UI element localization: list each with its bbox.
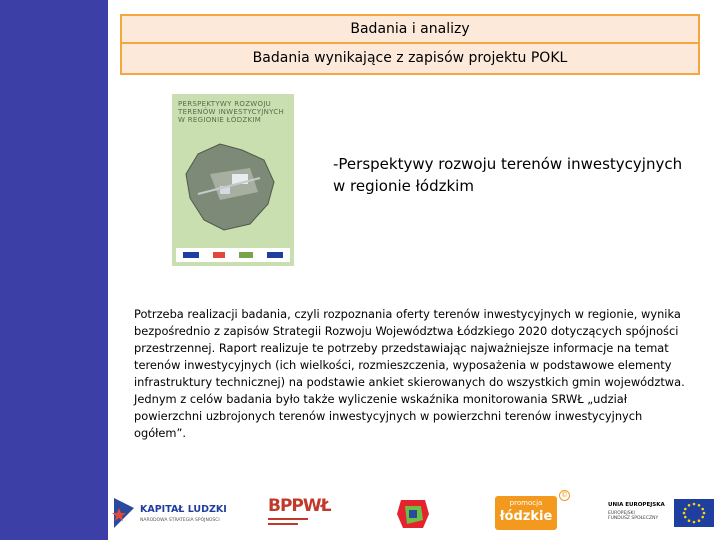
- lodzkie-region-emblem: [395, 496, 431, 532]
- bppwl-logo-text: BPPWŁ: [268, 496, 331, 516]
- eu-title: UNIA EUROPEJSKA: [608, 502, 665, 508]
- report-description: Potrzeba realizacji badania, czyli rozpoznania oferty terenów inwestycyjnych w regionie, wynika bezpośrednio z zapisów Strategii Rozwoju Województwa Łódzkiego 2020 dotyczących spójności przestrzennej. Raport realizuje te potrzeby przedstawiając najważniejsze informacje na temat terenów inwestycyjnych (ich wielkości, rozmieszczenia, wyposażenia w podstawowe elementy infrastruktury technicznej) na podstawie ankiet skierowanych do wszystkich gmin województwa. Jednym z celów badania było także wyliczenie wskaźnika monitorowania SRWŁ „udział powierzchni uzbrojonych terenów inwestycyjnych w powierzchni terenów inwestycyjnych ogółem”.: [134, 307, 685, 440]
- eu-subtitle-2: FUNDUSZ SPOŁECZNY: [608, 516, 659, 521]
- cover-title: [178, 100, 288, 124]
- section-subtitle: Badania wynikające z zapisów projektu POKL: [252, 50, 568, 66]
- kapital-ludzki-subtitle: NARODOWA STRATEGIA SPÓJNOŚCI: [140, 518, 220, 523]
- kapital-ludzki-star-icon: [110, 496, 136, 530]
- report-heading-line-2: w regionie łódzkim: [333, 177, 474, 195]
- report-heading: [333, 153, 703, 197]
- eu-text-block: [608, 502, 670, 532]
- left-sidebar-bar: [0, 0, 108, 540]
- kapital-ludzki-title: KAPITAŁ LUDZKI: [140, 504, 227, 515]
- promocja-lodzkie-logo: [495, 491, 568, 530]
- report-heading-line-1: -Perspektywy rozwoju terenów inwestycyjnych: [333, 155, 683, 173]
- cover-title-line-3: W REGIONIE ŁÓDZKIM: [178, 116, 262, 124]
- cover-title-line-1: PERSPEKTYWY ROZWOJU: [178, 100, 272, 108]
- cover-title-line-2: TERENÓW INWESTYCYJNYCH: [178, 108, 285, 116]
- promocja-text: promocja: [509, 499, 543, 507]
- section-title: Badania i analizy: [350, 21, 470, 37]
- section-subtitle-banner: [120, 42, 700, 75]
- bppwl-logo: [268, 496, 331, 534]
- eu-flag-icon: [674, 499, 714, 527]
- region-map-graphic: [180, 134, 278, 234]
- eu-subtitle-1: EUROPEJSKI: [608, 511, 635, 516]
- lodzkie-text: łódzkie: [499, 509, 553, 524]
- section-title-banner: [120, 14, 700, 44]
- copyright-icon: ©: [561, 491, 568, 499]
- footer-logos: [108, 490, 720, 538]
- cover-logos-strip: [176, 248, 290, 262]
- eu-stars-icon: [674, 499, 714, 527]
- region-emblem-icon: [395, 496, 431, 532]
- report-cover-image: [172, 94, 294, 266]
- kapital-ludzki-logo: [110, 496, 226, 532]
